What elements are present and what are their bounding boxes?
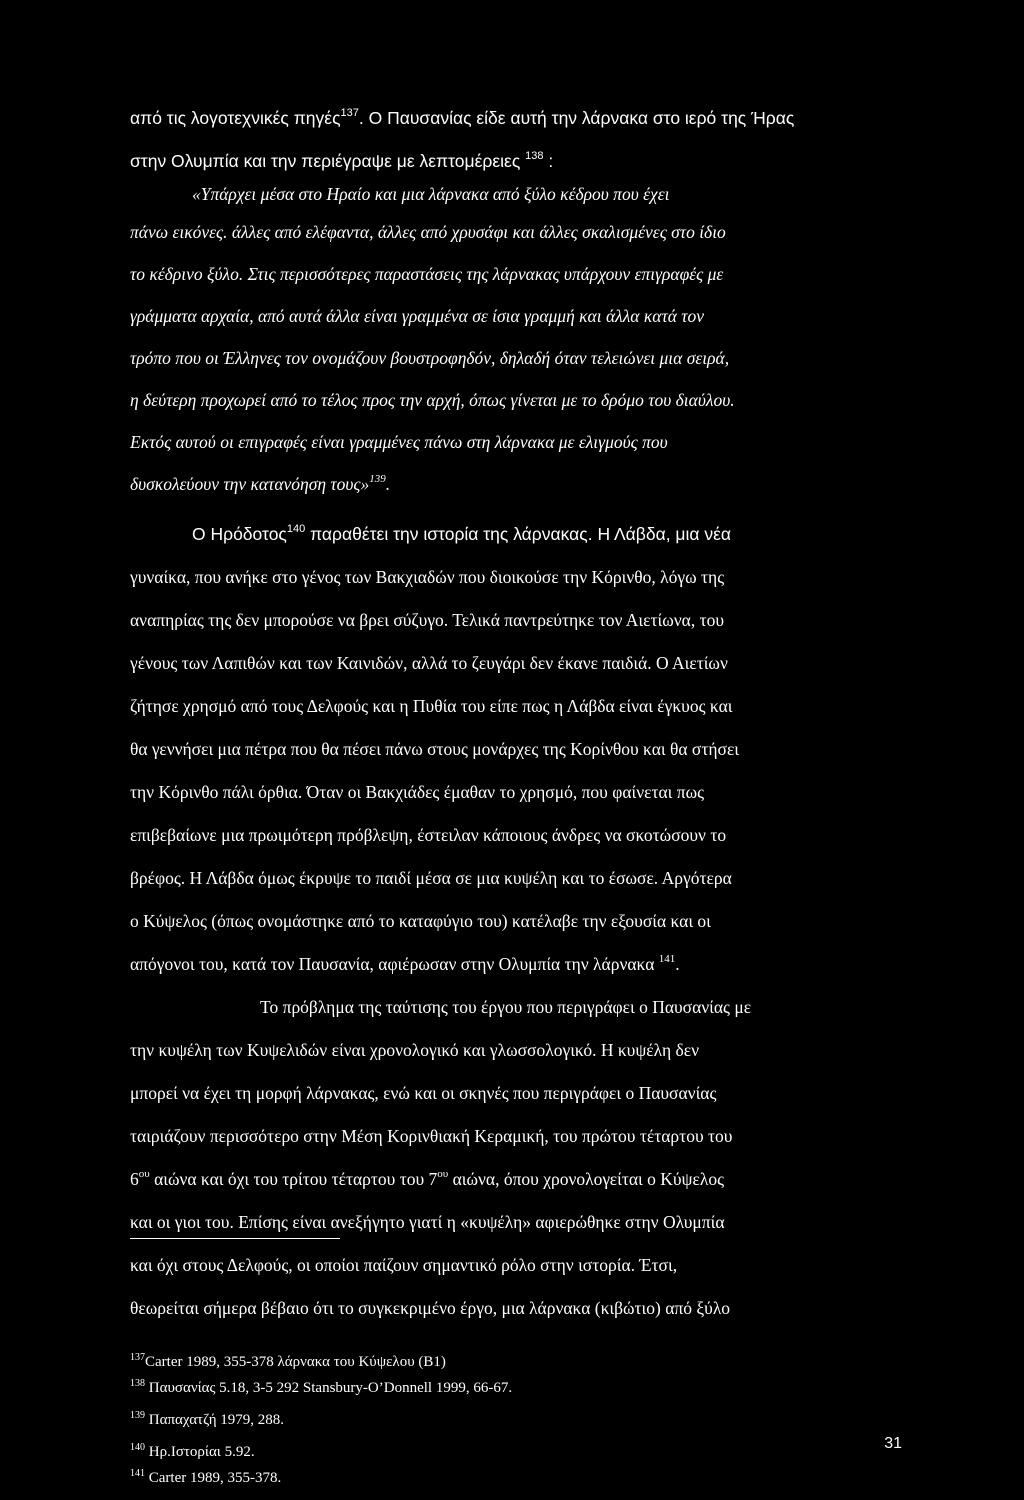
text-line xyxy=(192,182,669,206)
text-run: Παπαχατζή 1979, 288. xyxy=(145,1412,285,1428)
text-line xyxy=(130,1124,732,1148)
text-run: τρόπο που οι Έλληνες τον ονομάζουν βουστροφηδόν, δηλαδή όταν τελειώνει μια σειρά, xyxy=(130,348,730,368)
text-line xyxy=(130,1081,716,1105)
text-run: Carter 1989, 355-378 λάρνακα του Κύψελου (Β1) xyxy=(145,1354,446,1370)
text-run: και όχι στους Δελφούς, οι οποίοι παίζουν σημαντικό ρόλο στην ιστορία. Έτσι, xyxy=(130,1255,678,1275)
footnote xyxy=(130,1378,512,1398)
footnote-ref: 139 xyxy=(130,1410,145,1421)
text-line xyxy=(130,220,726,244)
text-run: Παυσανίας 5.18, 3-5 292 Stansbury-O’Donnell 1999, 66-67. xyxy=(145,1380,513,1396)
footnote-ref: 139 xyxy=(369,473,386,485)
text-line xyxy=(130,952,680,976)
footnote-ref: 137 xyxy=(130,1352,145,1363)
text-run: η δεύτερη προχωρεί από το τέλος προς την αρχή, όπως γίνεται με το δρόμο του διαύλου. xyxy=(130,390,735,410)
text-line xyxy=(130,472,390,496)
text-run: αιώνα, όπου χρονολογείται ο Κύψελος xyxy=(448,1169,725,1189)
text-line xyxy=(130,823,726,847)
text-run: ζήτησε χρησμό από τους Δελφούς και η Πυθία του είπε πως η Λάβδα είναι έγκυος και xyxy=(130,696,733,716)
text-run: Εκτός αυτού οι επιγραφές είναι γραμμένες πάνω στη λάρνακα με ελιγμούς που xyxy=(130,432,668,452)
text-run: : xyxy=(543,151,554,171)
text-run: την κυψέλη των Κυψελιδών είναι χρονολογικό και γλωσσολογικό. Η κυψέλη δεν xyxy=(130,1040,700,1060)
footnote-separator xyxy=(130,1238,340,1239)
document-page xyxy=(130,0,900,1500)
text-line xyxy=(130,388,735,412)
text-run: γράμματα αρχαία, από αυτά άλλα είναι γραμμένα σε ίσια γραμμή και άλλα κατά τον xyxy=(130,306,705,326)
text-run: αιώνα και όχι του τρίτου τέταρτου του 7 xyxy=(149,1169,438,1189)
footnote-ref: ου xyxy=(138,1168,150,1180)
text-run: δυσκολεύουν την κατανόηση τους» xyxy=(130,474,370,494)
text-line xyxy=(130,1038,699,1062)
footnote-ref: ου xyxy=(437,1168,449,1180)
text-run: Το πρόβλημα της ταύτισης του έργου που περιγράφει ο Παυσανίας με xyxy=(260,997,752,1017)
text-run: θεωρείται σήμερα βέβαιο ότι το συγκεκριμένο έργο, μια λάρνακα (κιβώτιο) από ξύλο xyxy=(130,1298,731,1318)
text-line xyxy=(130,346,729,370)
text-line xyxy=(260,995,751,1019)
text-line xyxy=(130,1210,725,1234)
text-run: και οι γιοι του. Επίσης είναι ανεξήγητο γιατί η «κυψέλη» αφιερώθηκε στην Ολυμπία xyxy=(130,1212,725,1232)
text-run: απόγονοι του, κατά τον Παυσανία, αφιέρωσαν στην Ολυμπία την λάρνακα xyxy=(130,954,659,974)
footnote-ref: 138 xyxy=(130,1378,145,1389)
text-line xyxy=(130,651,728,675)
text-run: το κέδρινο ξύλο. Στις περισσότερες παραστάσεις της λάρνακας υπάρχουν επιγραφές με xyxy=(130,264,724,284)
footnote-ref: 138 xyxy=(525,150,544,162)
text-line xyxy=(130,780,704,804)
text-line xyxy=(130,430,668,454)
text-run: Ο Ηρόδοτος xyxy=(192,524,287,544)
text-run: παραθέτει την ιστορία της λάρνακας. Η Λάβδα, μια νέα xyxy=(305,524,732,544)
footnote xyxy=(130,1468,281,1488)
page-number: 31 xyxy=(884,1435,902,1452)
text-line xyxy=(130,1167,724,1191)
text-line xyxy=(130,106,794,130)
footnote-ref: 140 xyxy=(130,1442,145,1453)
text-line xyxy=(130,737,739,761)
text-line xyxy=(130,694,732,718)
text-line xyxy=(192,522,731,546)
text-line xyxy=(130,608,724,632)
text-run: ο Κύψελος (όπως ονομάστηκε από το καταφύγιο του) κατέλαβε την εξουσία και οι xyxy=(130,911,711,931)
text-line xyxy=(130,866,732,890)
footnote xyxy=(130,1352,446,1372)
text-line xyxy=(130,262,723,286)
text-run: στην Ολυμπία και την περιέγραψε με λεπτομέρειες xyxy=(130,151,526,171)
footnote xyxy=(130,1410,284,1430)
text-run: . Ο Παυσανίας είδε αυτή την λάρνακα στο ιερό της Ήρας xyxy=(358,108,795,128)
text-run: . xyxy=(385,474,391,494)
text-run: Carter 1989, 355-378. xyxy=(145,1470,282,1486)
footnote-ref: 141 xyxy=(658,953,676,965)
text-run: γυναίκα, που ανήκε στο γένος των Βακχιαδών που διοικούσε την Κόρινθο, λόγω της xyxy=(130,567,725,587)
text-line xyxy=(130,909,711,933)
text-run: μπορεί να έχει τη μορφή λάρνακας, ενώ και οι σκηνές που περιγράφει ο Παυσανίας xyxy=(130,1083,717,1103)
text-line xyxy=(130,565,724,589)
text-run: γένους των Λαπιθών και των Καινιδών, αλλά το ζευγάρι δεν έκανε παιδιά. Ο Αιετίων xyxy=(130,653,728,673)
text-run: «Υπάρχει μέσα στο Ηραίο και μια λάρνακα από ξύλο κέδρου που έχει xyxy=(192,184,670,204)
text-line xyxy=(130,149,553,173)
text-run: πάνω εικόνες. άλλες από ελέφαντα, άλλες από χρυσάφι και άλλες σκαλισμένες στο ίδιο xyxy=(130,222,726,242)
text-run: βρέφος. Η Λάβδα όμως έκρυψε το παιδί μέσα σε μια κυψέλη και το έσωσε. Αργότερα xyxy=(130,868,732,888)
text-line xyxy=(130,304,704,328)
text-run: από τις λογοτεχνικές πηγές xyxy=(130,108,341,128)
text-run: επιβεβαίωνε μια πρωιμότερη πρόβλεψη, έστειλαν κάποιους άνδρες να σκοτώσουν το xyxy=(130,825,727,845)
text-run: . xyxy=(675,954,680,974)
text-run: θα γεννήσει μια πέτρα που θα πέσει πάνω στους μονάρχες της Κορίνθου και θα στήσει xyxy=(130,739,739,759)
footnote-ref: 141 xyxy=(130,1468,145,1479)
footnote-ref: 140 xyxy=(286,523,306,535)
text-run: την Κόρινθο πάλι όρθια. Όταν οι Βακχιάδες έμαθαν το χρησμό, που φαίνεται πως xyxy=(130,782,705,802)
text-run: 6 xyxy=(130,1169,139,1189)
text-run: ταιριάζουν περισσότερο στην Μέση Κορινθιακή Κεραμική, του πρώτου τέταρτου του xyxy=(130,1126,733,1146)
text-line xyxy=(130,1253,677,1277)
text-run: αναπηρίας της δεν μπορούσε να βρει σύζυγο. Τελικά παντρεύτηκε τον Αιετίωνα, του xyxy=(130,610,725,630)
footnote-ref: 137 xyxy=(340,107,359,119)
text-line xyxy=(130,1296,730,1320)
footnote xyxy=(130,1442,255,1462)
text-run: Ηρ.Ιστορίαι 5.92. xyxy=(145,1444,255,1460)
